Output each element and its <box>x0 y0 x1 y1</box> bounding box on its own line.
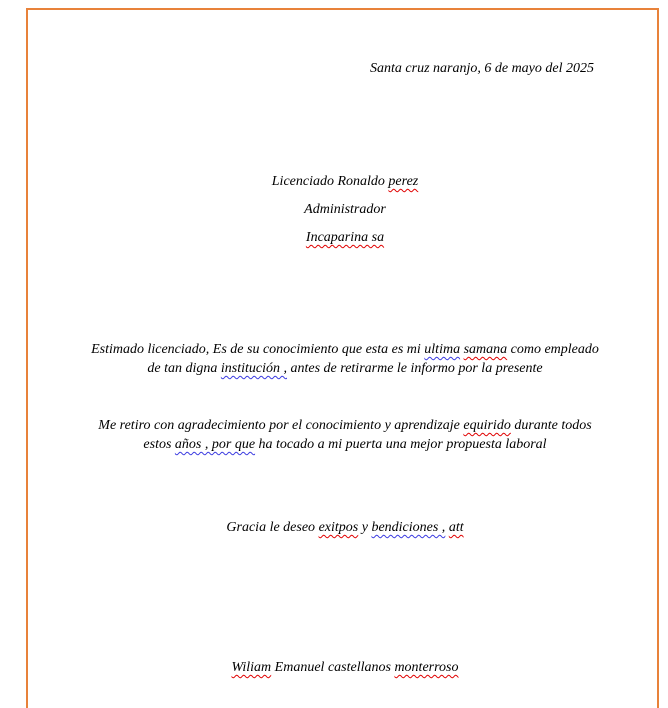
closing-text: y <box>358 520 372 535</box>
p1-text: antes de retirarme le informo por la presente <box>287 361 543 376</box>
p1-text: Estimado licenciado, Es de su conocimiento que esta es mi <box>91 342 425 357</box>
recipient-name-text: Licenciado Ronaldo <box>271 174 389 189</box>
recipient-company-text: Incaparina sa <box>305 230 385 245</box>
spell-flag-monterroso: monterroso <box>394 660 459 675</box>
paragraph1-line1 <box>0 341 668 359</box>
p2-text: Me retiro con agradecimiento por el conocimiento y aprendizaje <box>98 418 464 433</box>
paragraph2-line2 <box>0 436 668 454</box>
spell-flag-att: att <box>448 520 464 535</box>
recipient-title <box>0 201 668 219</box>
recipient-title-text: Administrador <box>304 202 386 217</box>
closing-text: Gracia le deseo <box>226 520 319 535</box>
spell-flag-samana: samana <box>463 342 508 357</box>
spell-flag-equirido: equirido <box>463 418 511 433</box>
spell-flag-exitpos: exitpos <box>318 520 359 535</box>
grammar-flag-anos: años , por que <box>174 437 256 452</box>
spell-flag-perez: perez <box>388 174 419 189</box>
p1-text: de tan digna <box>147 361 221 376</box>
closing-line <box>0 519 668 537</box>
place-date-text: Santa cruz naranjo, 6 de mayo del 2025 <box>370 61 594 76</box>
p2-text: estos <box>143 437 175 452</box>
p2-text: ha tocado a mi puerta una mejor propuesta laboral <box>255 437 547 452</box>
grammar-flag-bendiciones: bendiciones , <box>371 520 446 535</box>
grammar-flag-institucion: institución , <box>220 361 287 376</box>
recipient-name <box>0 173 668 191</box>
paragraph1-line2 <box>0 360 668 378</box>
p1-text: como empleado <box>507 342 599 357</box>
signature-line <box>0 659 668 677</box>
signature-text: Emanuel castellanos <box>271 660 395 675</box>
place-date <box>0 60 594 78</box>
grammar-flag-ultima: ultima <box>424 342 461 357</box>
recipient-company <box>0 229 668 247</box>
p2-text: durante todos <box>510 418 592 433</box>
paragraph2-line1 <box>0 417 668 435</box>
spell-flag-wiliam: Wiliam <box>231 660 272 675</box>
